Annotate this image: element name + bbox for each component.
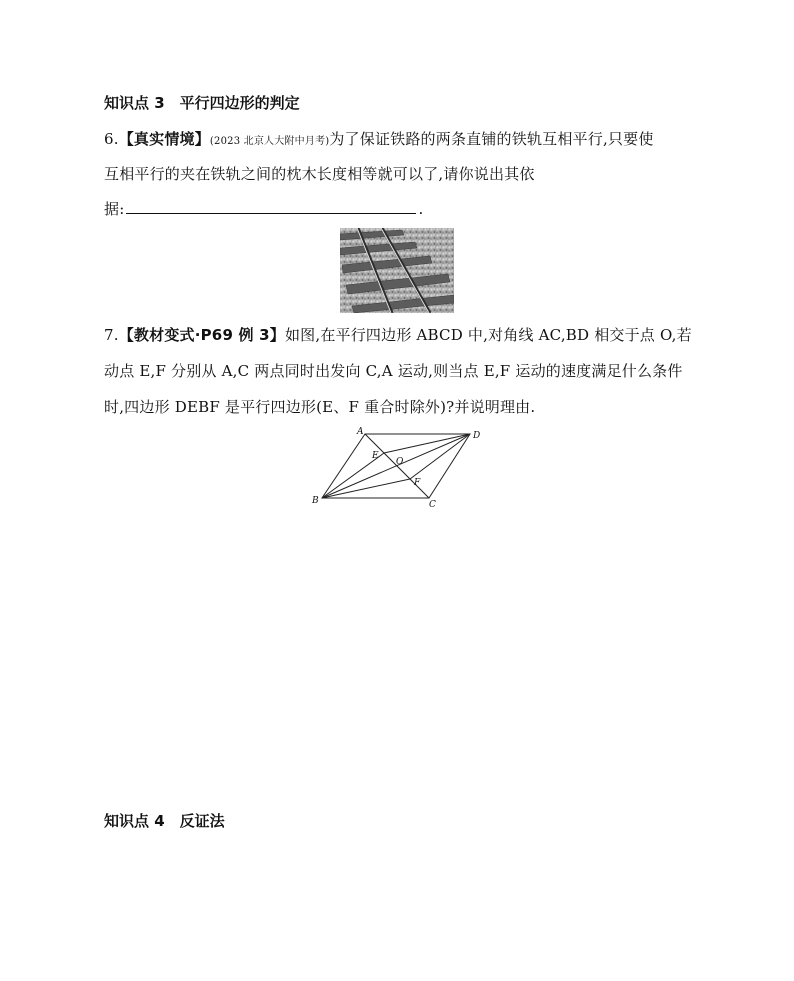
question-6-text-2: 互相平行的夹在铁轨之间的枕木长度相等就可以了,请你说出其依 (104, 165, 535, 183)
question-6-number: 6. (104, 130, 119, 148)
label-e: E (372, 451, 379, 461)
question-6-line-2 (104, 163, 694, 185)
answer-blank[interactable] (126, 199, 416, 214)
question-7-text-3: 时,四边形 DEBF 是平行四边形(E、F 重合时除外)?并说明理由. (104, 398, 536, 416)
question-6-text-1: 为了保证铁路的两条直铺的铁轨互相平行,只要使 (329, 130, 654, 148)
question-7-number: 7. (104, 326, 119, 344)
question-6 (104, 128, 694, 220)
question-6-line-1 (104, 128, 694, 153)
question-7 (104, 324, 694, 418)
section-3-title: 知识点 3 平行四边形的判定 (104, 94, 300, 112)
label-o: O (396, 457, 404, 467)
section-4-title: 知识点 4 反证法 (104, 812, 225, 830)
question-6-text-3-suffix: . (418, 200, 424, 218)
label-c: C (429, 500, 436, 510)
question-7-line-1 (104, 324, 694, 346)
question-6-line-3 (104, 198, 694, 220)
question-7-text-1: 如图,在平行四边形 ABCD 中,对角线 AC,BD 相交于点 O,若 (284, 326, 692, 344)
label-d: D (473, 431, 481, 441)
label-b: B (312, 496, 319, 506)
railway-track-photo (340, 228, 454, 313)
label-f: F (414, 478, 421, 488)
parallelogram-figure (305, 425, 495, 515)
question-7-line-3 (104, 396, 694, 418)
label-a: A (357, 427, 364, 437)
question-6-source: (2023 北京人大附中月考) (209, 136, 330, 147)
question-6-tag: 【真实情境】 (118, 130, 210, 148)
question-7-tag: 【教材变式·P69 例 3】 (118, 326, 285, 344)
question-6-text-3-prefix: 据: (104, 200, 125, 218)
question-7-line-2 (104, 360, 694, 382)
question-7-text-2: 动点 E,F 分别从 A,C 两点同时出发向 C,A 运动,则当点 E,F 运动的速度满足什么条件 (104, 362, 683, 380)
